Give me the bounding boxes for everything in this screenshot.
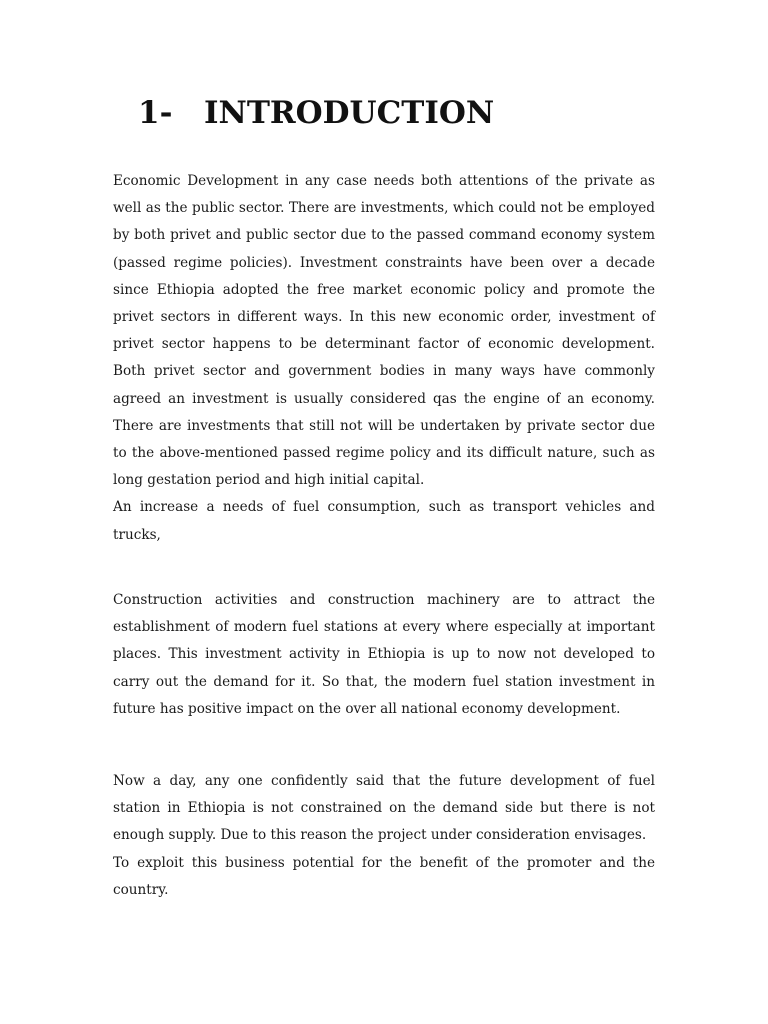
paragraph-economic-development: Economic Development in any case needs both attentions of the private as well as the public sector. There are investments, which could not be employed by both privet and public sector due to the passed command economy system (passed regime policies). Investment constraints have been over a decade since Ethiopia adopted the free market economic policy and promote the privet sectors in different ways. In this new economic order, investment of privet sector happens to be determinant factor of economic development. Both privet sector and government bodies in many ways have commonly agreed an investment is usually considered qas the engine of an economy. There are investments that still not will be undertaken by private sector due to the above-mentioned passed regime policy and its difficult nature, such as long gestation period and high initial capital. — [113, 173, 655, 489]
paragraph-block-2 — [113, 768, 655, 904]
paragraph-construction-activities: Construction activities and construction machinery are to attract the establishment of modern fuel stations at every where especially at important places. This investment activity in Ethiopia is up to now not developed to carry out the demand for it. So that, the modern fuel station investment in future has positive impact on the over all national economy development. — [113, 592, 655, 717]
paragraph-business-potential: To exploit this business potential for the benefit of the promoter and the country. — [113, 854, 655, 898]
section-title: INTRODUCTION — [204, 95, 495, 131]
paragraph-fuel-consumption: An increase a needs of fuel consumption, such as transport vehicles and trucks, — [113, 499, 655, 543]
section-number: 1- — [138, 95, 173, 131]
paragraph-demand-supply: Now a day, any one confidently said that the future development of fuel station in Ethiopia is not constrained on the demand side but there is not enough supply. Due to this reason the project under consideration envisages. — [113, 773, 655, 844]
section-heading — [138, 92, 494, 134]
paragraph-block-1 — [113, 168, 655, 549]
